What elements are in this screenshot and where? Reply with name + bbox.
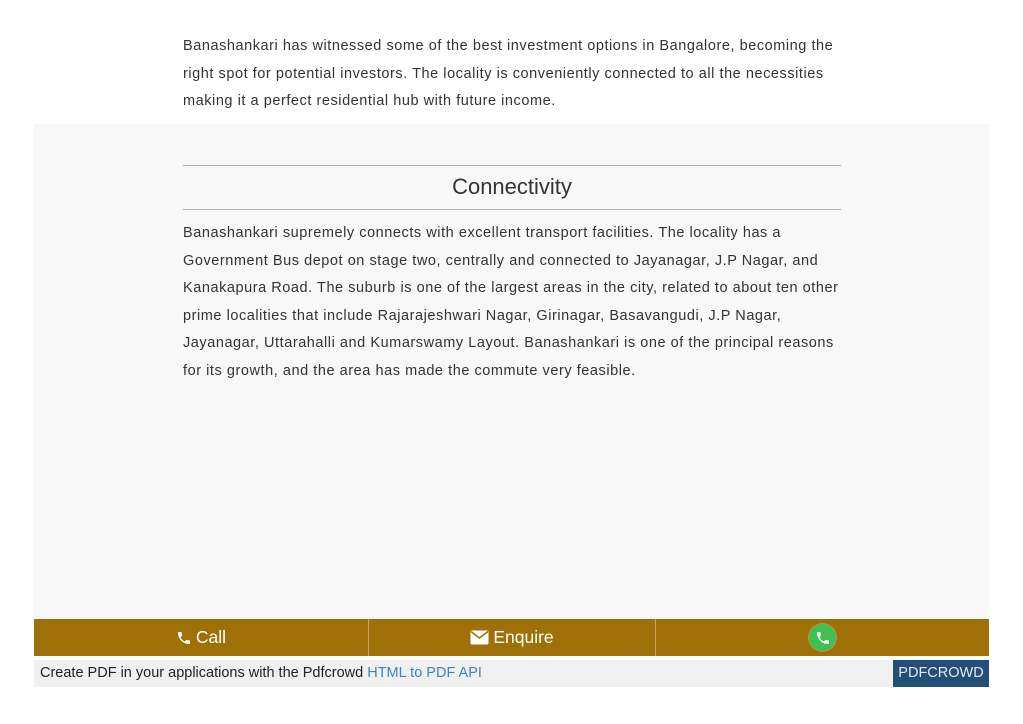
connectivity-paragraph: Banashankari supremely connects with excellent transport facilities. The locality has a Government Bus depot on stage two, centrally and connected to Jayanagar, J.P Nagar, and Kanakapura Road. The suburb is one of the largest areas in the city, related to about ten other prime localities that include Rajarajeshwari Nagar, Girinagar, Basavangudi, J.P Nagar, Jayanagar, Uttarahalli and Kumarswamy Layout. Banashankari is one of the principal reasons for its growth, and the area has made the commute very feasible. [183,225,839,379]
enquire-button[interactable] [369,619,656,656]
phone-icon [176,630,192,646]
pdf-footer-text [40,660,482,687]
enquire-label: Enquire [493,627,554,647]
envelope-icon [470,630,489,645]
heading-rule-bottom [183,209,841,210]
whatsapp-button[interactable] [656,619,989,656]
html-to-pdf-api-link[interactable]: HTML to PDF API [367,665,482,681]
intro-paragraph: Banashankari has witnessed some of the best investment options in Bangalore, becoming the right spot for potential investors. The locality is conveniently connected to all the necessities making it a perfect residential hub with future income. [183,38,834,109]
call-label: Call [195,627,227,647]
pdf-footer-message: Create PDF in your applications with the Pdfcrowd [40,665,368,681]
cta-bar [34,619,989,656]
pdfcrowd-brand-button[interactable]: PDFCROWD [893,660,989,687]
pdf-footer [34,660,989,687]
heading-rule-top [183,165,841,166]
section-heading: Connectivity [452,174,572,199]
whatsapp-icon [809,624,836,651]
call-button[interactable] [34,619,369,656]
